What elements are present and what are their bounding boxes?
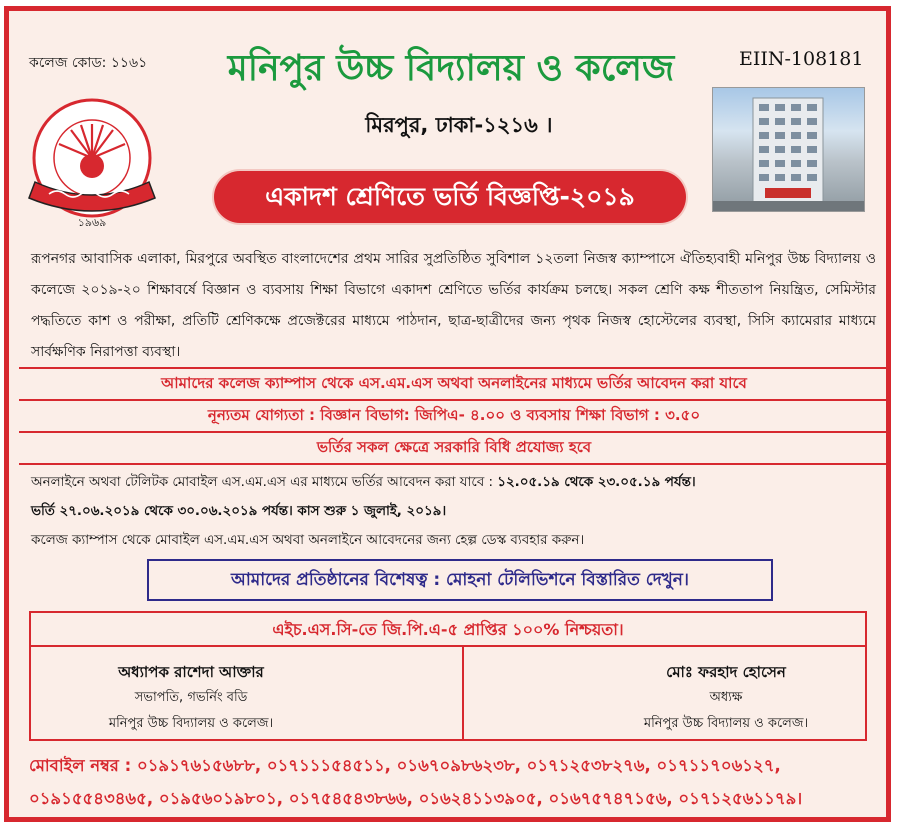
principal-name: মোঃ ফরহাদ হোসেন	[666, 663, 786, 681]
building-illustration	[713, 88, 864, 211]
application-dates-range: ১২.০৫.১৯ থেকে ২৩.০৫.১৯ পর্যন্ত।	[497, 475, 696, 490]
college-building-photo	[712, 87, 865, 212]
mobile-numbers-line: মোবাইল নম্বর : ০১৯১৭৬১৫৬৮৮, ০১৭১১১৫৪৫১১, ০১৬৭০৯৮৬২৩৮, ০১৭১২৫৩৮২৭৬, ০১৭১১৭০৬১২৭,	[29, 756, 781, 775]
eiin-number: EIIN-108181	[739, 48, 864, 70]
admission-advertisement	[4, 6, 891, 822]
signature-divider	[462, 647, 464, 739]
admission-banner: একাদশ শ্রেণিতে ভর্তি বিজ্ঞপ্তি-২০১৯	[214, 171, 686, 223]
intro-paragraph: রূপনগর আবাসিক এলাকা, মিরপুরে অবস্থিত বাংলাদেশের প্রথম সারির সুপ্রতিষ্ঠিত সুবিশাল ১২তলা নিজস্ব ক্যাম্পাসে ঐতিহ্যবাহী মনিপুর উচ্চ বিদ্যালয় ও কলেজে ২০১৯-২০ শিক্ষাবর্ষে বিজ্ঞান ও ব্যবসায় শিক্ষা বিভাগে একাদশ শ্রেণিতে ভর্তির কার্যক্রম চলছে। সকল শ্রেণি কক্ষ শীততাপ নিয়ন্ত্রিত, সেমিস্টার পদ্ধতিতে কাশ ও পরীক্ষা, প্রতিটি শ্রেণিকক্ষে প্রজেক্টরের মাধ্যমে পাঠদান, ছাত্র-ছাত্রীদের জন্য পৃথক নিজস্ব হোস্টেলের ব্যবস্থা, সিসি ক্যামেরার মাধ্যমে সার্বক্ষণিক নিরাপত্তা ব্যবস্থা।	[31, 251, 876, 360]
apply-notice: আমাদের কলেজ ক্যাম্পাস থেকে এস.এম.এস অথবা অনলাইনের মাধ্যমে ভর্তির আবেদন করা যাবে	[161, 374, 747, 392]
dates-section	[31, 468, 881, 555]
signatory-president	[61, 659, 321, 737]
signatory-principal	[591, 659, 861, 737]
college-logo	[27, 96, 177, 231]
president-org: মনিপুর উচ্চ বিদ্যালয় ও কলেজ।	[108, 716, 274, 731]
principal-org: মনিপুর উচ্চ বিদ্যালয় ও কলেজ।	[643, 716, 809, 731]
admission-dates: ভর্তি ২৭.০৬.২০১৯ থেকে ৩০.০৬.২০১৯ পর্যন্ত। কাস শুরু ১ জুলাই, ২০১৯।	[31, 504, 447, 519]
eligibility-notice: নূন্যতম যোগ্যতা : বিজ্ঞান বিভাগ: জিপিএ- ৪.০০ ও ব্যবসায় শিক্ষা বিভাগ : ৩.৫০	[207, 406, 701, 424]
divider	[19, 399, 889, 401]
help-desk-note: কলেজ ক্যাম্পাস থেকে মোবাইল এস.এম.এস অথবা অনলাইনে আবেদনের জন্য হেল্প ডেস্ক ব্যবহার করুন।	[31, 533, 585, 548]
president-role: সভাপতি, গভর্নিং বডি	[134, 690, 248, 705]
college-address: মিরপুর, ঢাকা-১২১৬ ।	[365, 113, 553, 137]
tv-notice: আমাদের প্রতিষ্ঠানের বিশেষত্ব : মোহনা টেলিভিশনে বিস্তারিত দেখুন।	[147, 559, 773, 601]
logo-year: ১৯৬৯	[77, 216, 107, 229]
divider	[19, 463, 889, 465]
principal-role: অধ্যক্ষ	[709, 690, 743, 705]
gpa-guarantee: এইচ.এস.সি-তে জি.পি.এ-৫ প্রাপ্তির ১০০% নিশ্চয়তা।	[31, 613, 865, 647]
president-name: অধ্যাপক রাশেদা আক্তার	[118, 663, 264, 681]
rules-notice: ভর্তির সকল ক্ষেত্রে সরকারি বিধি প্রযোজ্য হবে	[316, 438, 592, 456]
divider	[19, 431, 889, 433]
signature-box	[29, 611, 867, 741]
application-dates-text: অনলাইনে অথবা টেলিটক মোবাইল এস.এম.এস এর মাধ্যমে ভর্তির আবেদন করা যাবে :	[31, 475, 498, 490]
college-title: মনিপুর উচ্চ বিদ্যালয় ও কলেজ	[227, 48, 675, 89]
mobile-numbers-line: ০১৯১৫৫৪৩৪৬৫, ০১৯৫৬০১৯৮০১, ০১৭৫৪৫৪৩৮৬৬, ০১৬২৪১১৩৯০৫, ০১৬৭৫৭৪৭১৫৬, ০১৭১২৫৬১১৭৯।	[29, 789, 803, 808]
mobile-numbers	[29, 749, 874, 815]
divider	[19, 367, 889, 369]
application-dates	[31, 468, 881, 497]
college-code: কলেজ কোড: ১১৬১	[29, 55, 148, 71]
